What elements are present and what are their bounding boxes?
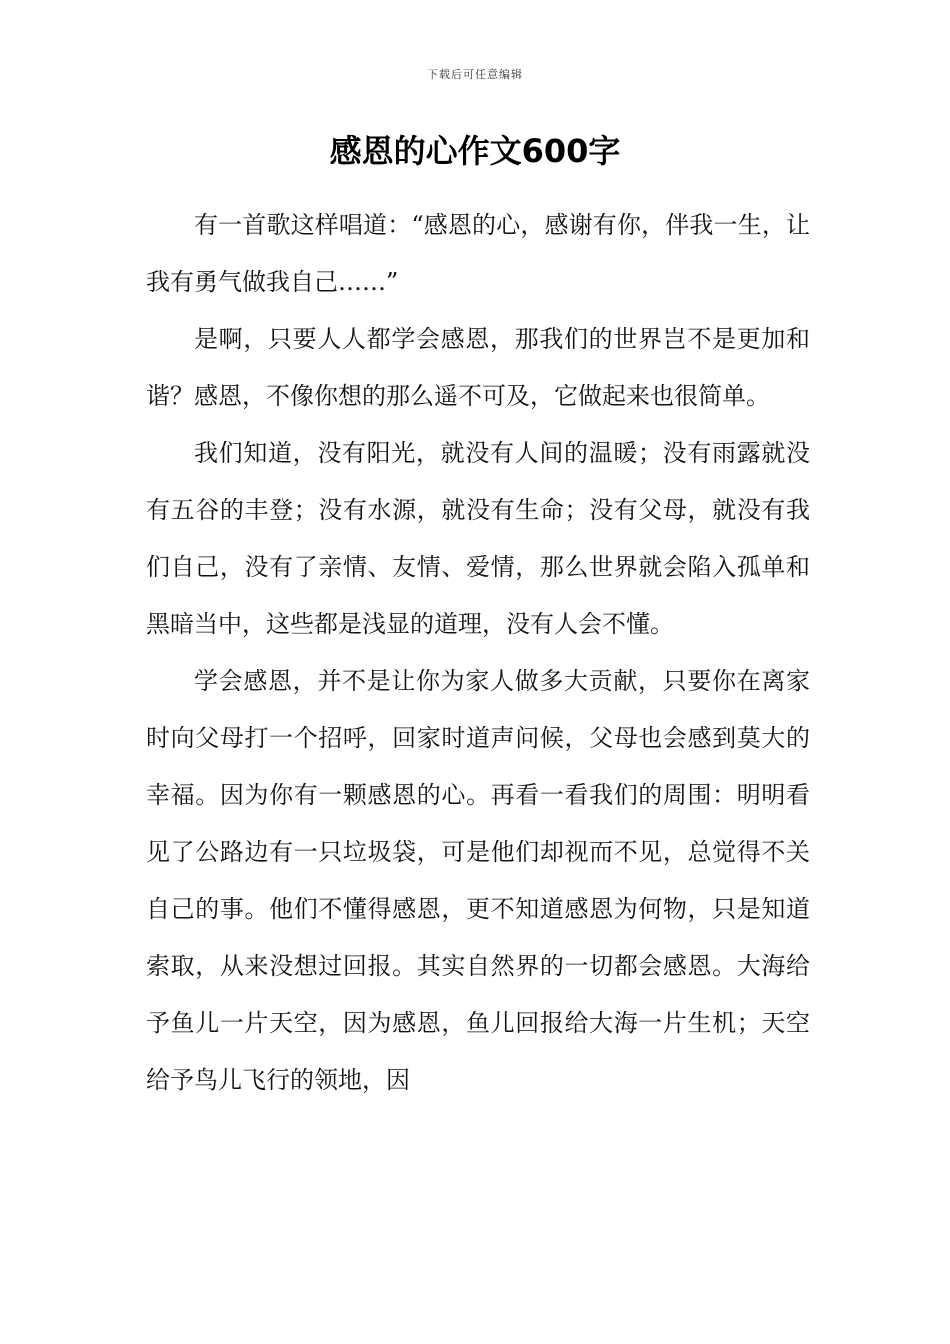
paragraph: 学会感恩，并不是让你为家人做多大贡献，只要你在离家时向父母打一个招呼，回家时道声问候，父母也会感到莫大的幸福。因为你有一颗感恩的心。再看一看我们的周围：明明看见了公路边有一只垃圾袋，可是他们却视而不见，总觉得不关自己的事。他们不懂得感恩，更不知道感恩为何物，只是知道索取，从来没想过回报。其实自然界的一切都会感恩。大海给予鱼儿一片天空，因为感恩，鱼儿回报给大海一片生机；天空给予鸟儿飞行的领地，因 bbox=[146, 667, 810, 1094]
paragraph: 有一首歌这样唱道：“感恩的心，感谢有你，伴我一生，让我有勇气做我自己……” bbox=[146, 211, 810, 296]
paragraph: 是啊，只要人人都学会感恩，那我们的世界岂不是更加和谐？感恩，不像你想的那么遥不可及，它做起来也很简单。 bbox=[146, 325, 810, 410]
header-note: 下载后可任意编辑 bbox=[427, 68, 523, 81]
paragraph: 我们知道，没有阳光，就没有人间的温暖；没有雨露就没有五谷的丰登；没有水源，就没有生命；没有父母，就没有我们自己，没有了亲情、友情、爱情，那么世界就会陷入孤单和黑暗当中，这些都是浅显的道理，没有人会不懂。 bbox=[146, 439, 810, 638]
document-body bbox=[146, 197, 810, 1109]
document-title: 感恩的心作文600字 bbox=[329, 132, 621, 170]
